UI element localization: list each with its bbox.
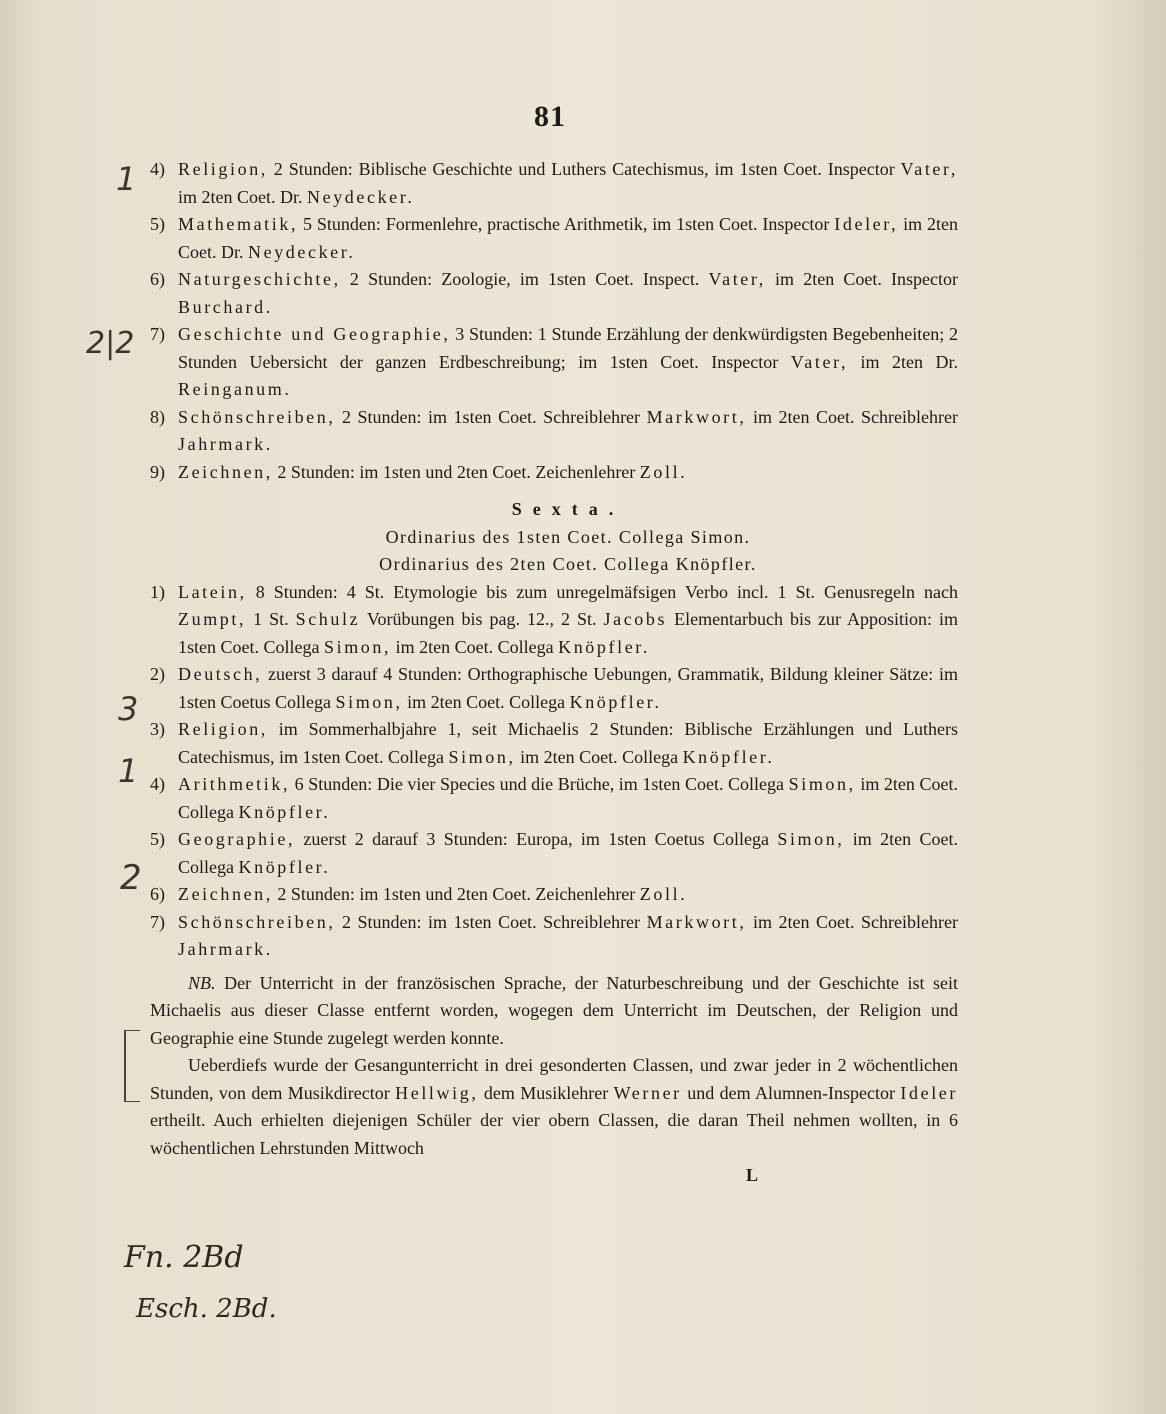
teacher-name: Reinganum. [178,379,292,399]
teacher-name: Zoll. [639,884,688,904]
ordinarius-line: Ordinarius des 2ten Coet. Collega Knöpfler. [379,554,757,574]
subject-heading: Schönschreiben, [178,406,336,427]
subject-heading: Arithmetik, [178,774,291,794]
teacher-name: Knöpfler. [682,746,775,767]
paragraph-text: dem Musiklehrer [478,1082,614,1103]
teacher-name: Werner [613,1082,682,1103]
item-number: 5) [150,829,165,849]
item-text: im 2ten Coet. Collega [178,774,958,822]
subject-heading: Latein, [178,581,247,602]
list-item [150,404,958,459]
teacher-name: Vater, [708,269,766,289]
item-text: 2 Stunden: Biblische Geschichte und Luthers Catechismus, im 1sten Coet. Inspector [267,159,901,179]
subject-heading: Religion, [178,719,268,739]
item-text: im 2ten Coet. Collega [178,829,958,877]
subject-heading: Geographie, [178,829,296,849]
teacher-name: Jahrmark. [178,939,273,959]
item-text: Vorübungen bis pag. 12., 2 St. [360,609,604,629]
item-text: 5 Stunden: Formenlehre, practische Arithmetik, im 1sten Coet. Inspector [298,214,835,234]
subject-heading: Mathematik, [178,214,299,234]
teacher-name: Ideler [900,1082,958,1103]
item-text: im 2ten Coet. Schreiblehrer [746,406,958,427]
subject-heading: Schönschreiben, [178,911,336,932]
nb-label: NB. [188,972,216,993]
item-number: 2) [150,664,165,684]
list-item [150,156,958,211]
item-text: im 2ten Coet. Dr. [178,186,307,207]
teacher-name: Neydecker. [248,241,356,262]
item-text: 2 Stunden: im 1sten Coet. Schreiblehrer [335,911,647,932]
teacher-name: Zoll. [639,461,688,482]
list-item [150,579,958,662]
list-item [150,321,958,404]
item-text: im 2ten Coet. Dr. [178,214,959,262]
list-item [150,881,958,909]
margin-mark: 1 [118,752,139,790]
teacher-name: Hellwig, [395,1082,479,1103]
item-number: 6) [150,269,165,289]
list-item [150,826,958,881]
teacher-name: Vater, [900,159,958,179]
item-text: 1 St. [246,609,296,629]
margin-mark: 1 [116,160,137,198]
margin-bracket [124,1030,140,1102]
item-text: im 2ten Coet. Collega [402,691,570,712]
handwritten-note: Fn. 2Bd [124,1240,244,1275]
nb-paragraph [150,970,958,1053]
item-text: 2 Stunden: im 1sten Coet. Schreiblehrer [335,406,647,427]
catchword: L [745,1165,758,1185]
teacher-name: Markwort, [646,911,747,932]
paragraph-text: Ueberdiefs wurde der Gesangunterricht in drei gesonderten Classen, und zwar jeder in 2 wöchentlichen Stunden, von dem Musikdirector [150,1055,958,1103]
paragraph-text: ertheilt. Auch erhielten diejenigen Schüler der vier obern Classen, die daran Theil nehmen wollten, in 6 wöchentlichen Lehrstunden Mittwoch [150,1110,958,1158]
item-text: im 2ten Coet. Inspector [765,269,958,289]
item-number: 3) [150,719,165,739]
teacher-name: Knöpfler. [569,691,662,712]
margin-mark: 2|2 [86,326,135,361]
item-text: im 2ten Coet. Collega [391,636,559,657]
paragraph [150,1052,958,1162]
handwritten-note: Esch. 2Bd. [136,1294,277,1324]
subject-heading: Naturgeschichte, [178,269,341,289]
teacher-name: Simon, [448,746,516,767]
list-item [150,771,958,826]
subject-heading: Deutsch, [178,664,263,684]
author-name: Schulz [295,609,361,629]
teacher-name: Knöpfler. [238,856,331,877]
teacher-name: Vater, [790,351,849,372]
item-text: im 2ten Coet. Collega [515,746,683,767]
margin-mark: 3 [118,690,139,728]
item-number: 6) [150,884,165,904]
teacher-name: Simon, [788,774,856,794]
margin-mark: 2 [120,858,142,898]
item-text: Elementarbuch bis zur Apposition: im 1sten Coet. Collega [178,609,959,657]
teacher-name: Markwort, [646,406,747,427]
subject-heading: Zeichnen, [178,461,273,482]
item-text: zuerst 3 darauf 4 Stunden: Orthographische Uebungen, Grammatik, Bildung kleiner Sätze: im 1sten Coetus Collega [178,664,958,712]
section-title: Sexta. [511,499,625,519]
item-text: im 2ten Dr. [848,351,959,372]
subject-heading: Zeichnen, [178,884,273,904]
item-number: 4) [150,159,165,179]
item-text: im Sommerhalbjahre 1, seit Michaelis 2 Stunden: Biblische Erzählungen und Luthers Catechismus, im 1sten Coet. Collega [178,719,958,767]
teacher-name: Knöpfler. [558,636,650,657]
item-number: 8) [150,406,165,427]
subject-heading: Geschichte und Geographie, [178,324,451,344]
teacher-name: Jahrmark. [178,434,273,454]
item-text: im 2ten Coet. Schreiblehrer [746,911,958,932]
paragraph-text: und dem Alumnen-Inspector [681,1082,901,1103]
item-number: 7) [150,911,165,932]
teacher-name: Simon, [777,829,845,849]
item-text: 2 Stunden: Zoologie, im 1sten Coet. Inspect. [340,269,709,289]
list-item [150,266,958,321]
item-number: 9) [150,461,165,482]
item-text: 8 Stunden: 4 St. Etymologie bis zum unregelmäfsigen Verbo incl. 1 St. Genusregeln nach [246,581,958,602]
item-text: 2 Stunden: im 1sten und 2ten Coet. Zeichenlehrer [272,884,640,904]
author-name: Jacobs [603,609,668,629]
list-item [150,716,958,771]
item-number: 7) [150,324,165,344]
author-name: Zumpt, [178,609,247,629]
teacher-name: Burchard. [178,296,273,317]
list-item [150,909,958,964]
teacher-name: Neydecker. [307,186,415,207]
nb-text: Der Unterricht in der französischen Sprache, der Naturbeschreibung und der Geschichte ist seit Michaelis aus dieser Classe entfernt worden, wogegen dem Unterricht im Deutschen, der Religion und Geographie eine Stunde zugelegt werden konnte. [150,972,958,1048]
page-body [150,156,958,1190]
subject-heading: Religion, [178,159,268,179]
item-number: 5) [150,214,165,234]
teacher-name: Simon, [335,691,403,712]
page-number: 81 [534,100,566,133]
list-item [150,459,958,487]
item-text: 2 Stunden: im 1sten und 2ten Coet. Zeichenlehrer [272,461,640,482]
list-item [150,211,958,266]
teacher-name: Simon, [323,636,392,657]
item-number: 1) [150,581,165,602]
item-text: zuerst 2 darauf 3 Stunden: Europa, im 1sten Coetus Collega [295,829,778,849]
list-item [150,661,958,716]
teacher-name: Knöpfler. [238,801,331,822]
item-text: 3 Stunden: 1 Stunde Erzählung der denkwürdigsten Begebenheiten; 2 Stunden Uebersicht der ganzen Erdbeschreibung; im 1sten Coet. Inspector [178,324,958,372]
item-number: 4) [150,774,165,794]
ordinarius-line: Ordinarius des 1sten Coet. Collega Simon. [385,526,751,547]
item-text: 6 Stunden: Die vier Species und die Brüche, im 1sten Coet. Collega [290,774,789,794]
teacher-name: Ideler, [834,214,899,234]
